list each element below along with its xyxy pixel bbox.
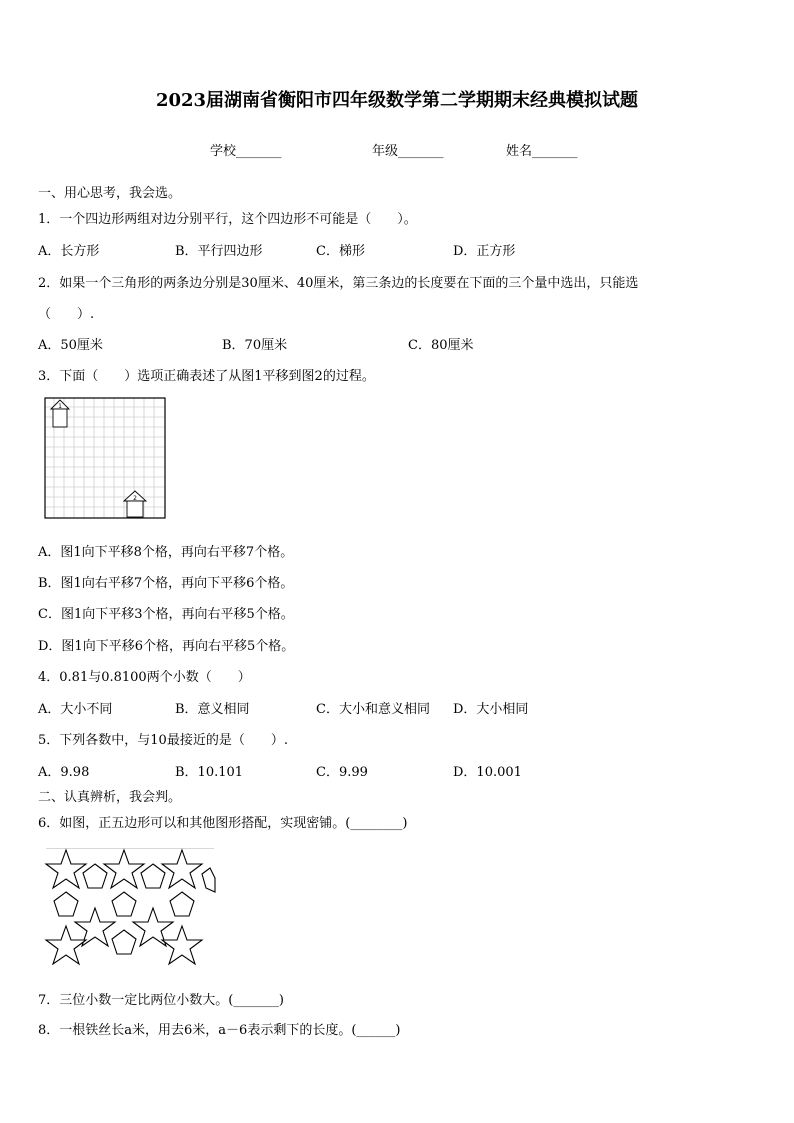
page-title: 2023届湖南省衡阳市四年级数学第二学期期末经典模拟试题 bbox=[155, 90, 639, 111]
q3-option-b[interactable]: B．图1向右平移7个格，再向下平移6个格。 bbox=[38, 576, 294, 591]
q3-option-a[interactable]: A．图1向下平移8个格，再向右平移7个格。 bbox=[38, 545, 294, 560]
q1-option-c[interactable]: C．梯形 bbox=[316, 244, 365, 259]
figure-1-label: 1 bbox=[58, 403, 62, 410]
star-shape bbox=[104, 850, 144, 888]
pentagon-shape bbox=[202, 868, 215, 892]
question-2-text: 2．如果一个三角形的两条边分别是30厘米、40厘米，第三条边的长度要在下面的三个量中选出，只能选 bbox=[38, 276, 639, 291]
pentagon-shape bbox=[54, 892, 78, 916]
q3-option-d[interactable]: D．图1向下平移6个格，再向右平移5个格。 bbox=[38, 639, 295, 654]
section-heading-judge: 二、认真辨析，我会判。 bbox=[38, 790, 182, 805]
pentagon-tessellation-figure bbox=[44, 848, 216, 966]
question-5-text: 5．下列各数中，与10最接近的是（ ）. bbox=[38, 733, 288, 748]
pentagon-shape bbox=[141, 864, 165, 888]
question-2-text-cont: （ ）. bbox=[38, 307, 95, 322]
q5-option-c[interactable]: C．9.99 bbox=[316, 765, 368, 780]
school-field[interactable]: 学校_______ bbox=[210, 144, 282, 159]
grade-field[interactable]: 年级_______ bbox=[372, 144, 444, 159]
question-6-text: 6．如图，正五边形可以和其他图形搭配，实现密铺。(________) bbox=[38, 816, 408, 831]
name-field[interactable]: 姓名_______ bbox=[506, 144, 578, 159]
q4-option-a[interactable]: A．大小不同 bbox=[38, 702, 113, 717]
translation-grid-figure bbox=[44, 397, 168, 521]
q1-option-a[interactable]: A．长方形 bbox=[38, 244, 100, 259]
question-3-text: 3．下面（ ）选项正确表述了从图1平移到图2的过程。 bbox=[38, 369, 375, 384]
q5-option-b[interactable]: B．10.101 bbox=[175, 765, 244, 780]
q2-option-b[interactable]: B．70厘米 bbox=[222, 338, 288, 353]
pentagon-shape bbox=[83, 864, 107, 888]
pentagon-shape bbox=[170, 892, 194, 916]
question-1-text: 1．一个四边形两组对边分别平行，这个四边形不可能是（ ）。 bbox=[38, 212, 417, 227]
star-shape bbox=[162, 926, 202, 964]
q4-option-b[interactable]: B．意义相同 bbox=[175, 702, 250, 717]
q5-option-d[interactable]: D．10.001 bbox=[453, 765, 522, 780]
section-heading-choice: 一、用心思考，我会选。 bbox=[38, 186, 182, 201]
q4-option-d[interactable]: D．大小相同 bbox=[453, 702, 529, 717]
question-4-text: 4．0.81与0.8100两个小数（ ） bbox=[38, 670, 251, 685]
star-shape bbox=[46, 850, 86, 888]
q3-option-c[interactable]: C．图1向下平移3个格，再向右平移5个格。 bbox=[38, 607, 294, 622]
star-shape bbox=[46, 926, 86, 964]
pentagon-shape bbox=[112, 930, 136, 954]
question-7-text: 7．三位小数一定比两位小数大。(_______) bbox=[38, 993, 284, 1008]
star-shape bbox=[162, 850, 202, 888]
q1-option-b[interactable]: B．平行四边形 bbox=[175, 244, 263, 259]
pentagon-shape bbox=[112, 892, 136, 916]
q4-option-c[interactable]: C．大小和意义相同 bbox=[316, 702, 430, 717]
q5-option-a[interactable]: A．9.98 bbox=[38, 765, 90, 780]
q2-option-c[interactable]: C．80厘米 bbox=[408, 338, 474, 353]
figure-2-label: 2 bbox=[133, 495, 137, 502]
tessellation-shapes bbox=[46, 850, 215, 964]
q1-option-d[interactable]: D．正方形 bbox=[453, 244, 516, 259]
q2-option-a[interactable]: A．50厘米 bbox=[38, 338, 103, 353]
question-8-text: 8．一根铁丝长a米，用去6米，a－6表示剩下的长度。(______) bbox=[38, 1023, 401, 1038]
